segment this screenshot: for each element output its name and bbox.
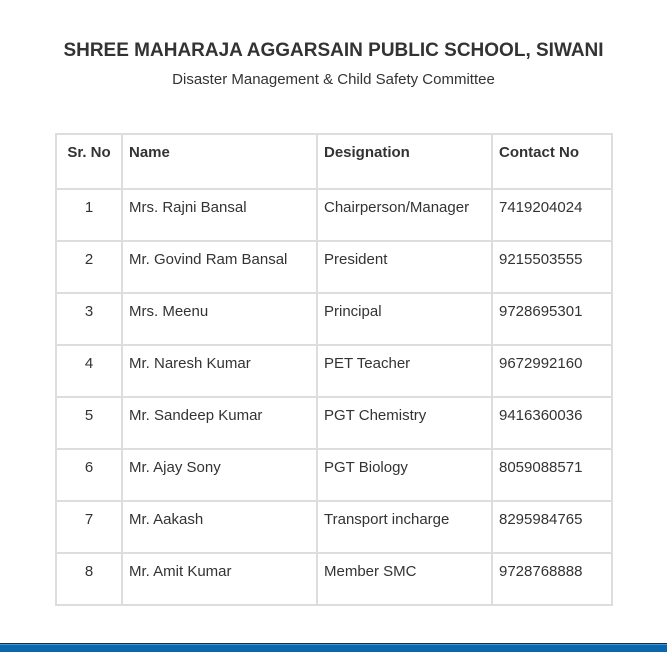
page-subtitle: Disaster Management & Child Safety Committee [172, 71, 495, 88]
table-row [56, 293, 612, 345]
cell-name: Mr. Govind Ram Bansal [122, 241, 317, 293]
cell-name: Mr. Sandeep Kumar [122, 397, 317, 449]
cell-sr-no: 5 [56, 397, 122, 449]
cell-designation: Chairperson/Manager [317, 189, 492, 241]
cell-contact: 7419204024 [492, 189, 612, 241]
column-header-contact-no: Contact No [492, 134, 612, 189]
cell-name: Mrs. Rajni Bansal [122, 189, 317, 241]
cell-designation: PGT Biology [317, 449, 492, 501]
cell-contact: 9728768888 [492, 553, 612, 605]
cell-designation: PGT Chemistry [317, 397, 492, 449]
cell-contact: 9672992160 [492, 345, 612, 397]
cell-contact: 8059088571 [492, 449, 612, 501]
cell-contact: 9416360036 [492, 397, 612, 449]
cell-sr-no: 2 [56, 241, 122, 293]
table-row [56, 501, 612, 553]
cell-sr-no: 3 [56, 293, 122, 345]
column-header-name: Name [122, 134, 317, 189]
cell-contact: 9215503555 [492, 241, 612, 293]
column-header-sr-no: Sr. No [56, 134, 122, 189]
table-row [56, 449, 612, 501]
cell-designation: Transport incharge [317, 501, 492, 553]
cell-designation: Member SMC [317, 553, 492, 605]
cell-name: Mr. Amit Kumar [122, 553, 317, 605]
cell-designation: President [317, 241, 492, 293]
table-row [56, 189, 612, 241]
cell-name: Mr. Ajay Sony [122, 449, 317, 501]
cell-sr-no: 7 [56, 501, 122, 553]
cell-designation: Principal [317, 293, 492, 345]
page-title: SHREE MAHARAJA AGGARSAIN PUBLIC SCHOOL, SIWANI [63, 40, 604, 61]
table-row [56, 241, 612, 293]
table-row [56, 553, 612, 605]
cell-designation: PET Teacher [317, 345, 492, 397]
cell-name: Mrs. Meenu [122, 293, 317, 345]
table-row [56, 345, 612, 397]
cell-sr-no: 1 [56, 189, 122, 241]
cell-contact: 8295984765 [492, 501, 612, 553]
cell-sr-no: 6 [56, 449, 122, 501]
table-row [56, 397, 612, 449]
column-header-designation: Designation [317, 134, 492, 189]
cell-sr-no: 4 [56, 345, 122, 397]
cell-name: Mr. Aakash [122, 501, 317, 553]
committee-table [55, 133, 613, 606]
table-header-row [56, 134, 612, 189]
cell-sr-no: 8 [56, 553, 122, 605]
cell-contact: 9728695301 [492, 293, 612, 345]
cell-name: Mr. Naresh Kumar [122, 345, 317, 397]
